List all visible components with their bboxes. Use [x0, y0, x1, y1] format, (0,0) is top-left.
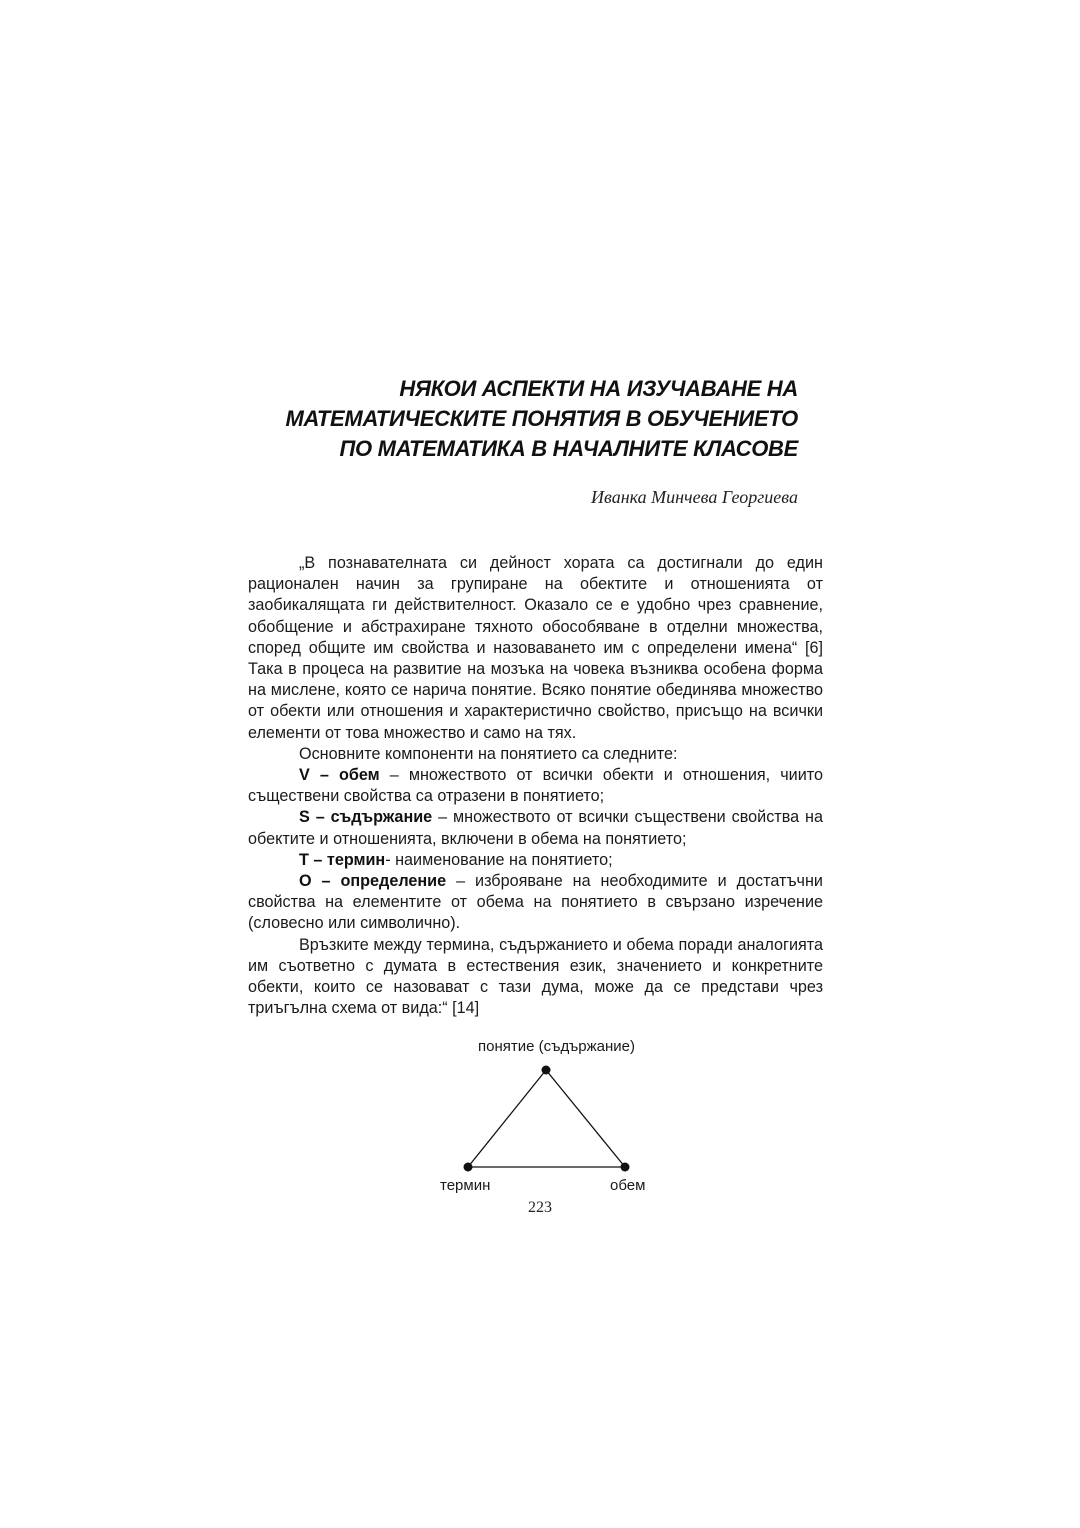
text-volume: – множеството от всички обекти и отношения, чиито съществени свойства са отразени в понятието;: [248, 766, 823, 806]
component-content: [248, 807, 823, 849]
diagram-label-concept: понятие (съдържание): [478, 1038, 636, 1055]
concept-triangle-diagram: [420, 1034, 680, 1199]
article-title: [240, 374, 798, 464]
term-definition: О – определение: [299, 872, 447, 891]
title-line-1: НЯКОИ АСПЕКТИ НА ИЗУЧАВАНЕ НА: [399, 376, 798, 401]
paragraph-components: Основните компоненти на понятието са следните:: [299, 744, 678, 763]
triangle-figure: [420, 1034, 680, 1199]
diagram-label-term: термин: [440, 1177, 491, 1194]
component-volume: [248, 765, 823, 807]
paragraph-relations: Връзките между термина, съдържанието и обема поради аналогията им съответно с думата в естествения език, значението и конкретните обекти, които се назовават с тази дума, може да се представи чрез триъгълна схема от вида:“ [14]: [248, 935, 823, 1018]
edge-concept-volume: [546, 1070, 625, 1167]
vertex-term: [464, 1163, 473, 1172]
title-line-3: ПО МАТЕМАТИКА В НАЧАЛНИТЕ КЛАСОВЕ: [339, 436, 798, 461]
text-content: – множеството от всички съществени свойства на обектите и отношенията, включени в обема на понятието;: [248, 808, 823, 848]
diagram-label-volume: обем: [610, 1177, 646, 1194]
vertex-concept: [542, 1066, 551, 1075]
term-volume: V – обем: [299, 766, 380, 785]
author-name: Иванка Минчева Георгиева: [591, 487, 798, 507]
component-definition: [248, 871, 823, 935]
term-term: Т – термин: [299, 850, 386, 869]
text-term: - наименование на понятието;: [385, 850, 613, 869]
vertex-volume: [621, 1163, 630, 1172]
paragraph-intro: „В познавателната си дейност хората са достигнали до един рационален начин за групиране на обектите и отношенията от заобикалящата ги действителност. Оказало се е удобно чрез сравнение, обобщение и абстрахиране тяхното обособяване в отделни множества, според общите им свойства и назоваването им с определени имена“ [6] Така в процеса на развитие на мозъка на човека възниква особена форма на мислене, която се нарича понятие. Всяко понятие обединява множество от обекти или отношения и характеристично свойство, присъщо на всички елементи от това множество и само на тях.: [248, 554, 823, 742]
title-line-2: МАТЕМАТИЧЕСКИТЕ ПОНЯТИЯ В ОБУЧЕНИЕТО: [285, 406, 798, 431]
term-content: S – съдържание: [299, 808, 433, 827]
page-number: 223: [528, 1199, 552, 1216]
article-body: [248, 553, 823, 1019]
edge-concept-term: [468, 1070, 546, 1167]
component-term: [248, 850, 823, 871]
text-definition: – изброяване на необходимите и достатъчни свойства на елементите от обема на понятието в свързано изречение (словесно или символично).: [248, 872, 823, 933]
